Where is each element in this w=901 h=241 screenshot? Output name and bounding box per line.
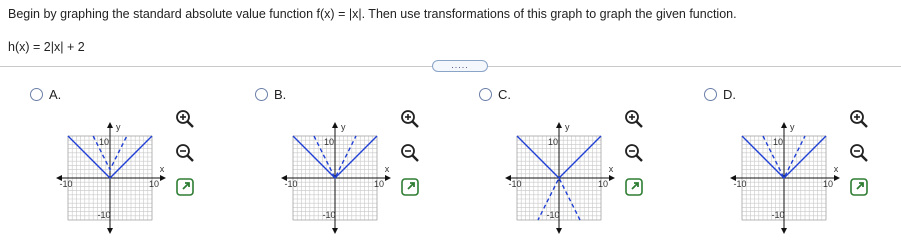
zoom-out-icon[interactable] bbox=[623, 142, 645, 164]
option-d bbox=[704, 86, 901, 241]
y-axis-name: y bbox=[790, 122, 795, 132]
x-tick-label-min: -10 bbox=[284, 179, 298, 189]
option-b-radio-row[interactable] bbox=[255, 86, 286, 102]
x-tick-label-min: -10 bbox=[508, 179, 522, 189]
x-axis-name: x bbox=[159, 164, 165, 174]
expand-toggle-button[interactable]: ..... bbox=[432, 60, 488, 72]
x-axis-name: x bbox=[384, 164, 390, 174]
x-axis-name: x bbox=[833, 164, 839, 174]
x-tick-label-max: 10 bbox=[597, 179, 609, 189]
x-tick-label-min: -10 bbox=[733, 179, 747, 189]
y-axis-arrow-up bbox=[556, 122, 562, 128]
y-axis-arrow-down bbox=[781, 228, 787, 234]
y-axis-arrow-down bbox=[107, 228, 113, 234]
y-tick-label-min: -10 bbox=[546, 210, 560, 220]
option-d-graph bbox=[720, 106, 850, 241]
zoom-out-icon[interactable] bbox=[399, 142, 421, 164]
option-a-radio-row[interactable] bbox=[30, 86, 61, 102]
expand-icon[interactable] bbox=[174, 176, 196, 198]
y-tick-label-min: -10 bbox=[771, 210, 785, 220]
y-tick-label-max: 10 bbox=[547, 137, 559, 147]
y-axis-arrow-up bbox=[107, 122, 113, 128]
given-function: h(x) = 2|x| + 2 bbox=[8, 40, 85, 54]
expand-icon[interactable] bbox=[623, 176, 645, 198]
option-c-radio-row[interactable] bbox=[479, 86, 511, 102]
zoom-out-icon[interactable] bbox=[174, 142, 196, 164]
option-c-radio[interactable] bbox=[479, 88, 492, 101]
y-axis-name: y bbox=[341, 122, 346, 132]
y-tick-label-min: -10 bbox=[97, 210, 111, 220]
y-tick-label-max: 10 bbox=[772, 137, 784, 147]
zoom-in-icon[interactable] bbox=[399, 108, 421, 130]
option-d-label: D. bbox=[723, 86, 736, 102]
y-axis-arrow-up bbox=[332, 122, 338, 128]
x-tick-label-max: 10 bbox=[373, 179, 385, 189]
option-a-graph bbox=[46, 106, 176, 241]
option-b-graph bbox=[271, 106, 401, 241]
expand-icon[interactable] bbox=[399, 176, 421, 198]
x-tick-label-max: 10 bbox=[148, 179, 160, 189]
option-b bbox=[255, 86, 475, 241]
option-a-label: A. bbox=[49, 86, 62, 102]
option-c-label: C. bbox=[498, 86, 511, 102]
x-axis-name: x bbox=[608, 164, 614, 174]
zoom-in-icon[interactable] bbox=[848, 108, 870, 130]
option-a-radio[interactable] bbox=[30, 88, 43, 101]
y-axis-arrow-down bbox=[332, 228, 338, 234]
x-axis-arrow-right bbox=[385, 175, 391, 181]
option-c-graph bbox=[495, 106, 625, 241]
y-axis-name: y bbox=[565, 122, 570, 132]
y-axis-arrow-down bbox=[556, 228, 562, 234]
option-d-radio-row[interactable] bbox=[704, 86, 736, 102]
y-tick-label-max: 10 bbox=[98, 137, 110, 147]
zoom-in-icon[interactable] bbox=[174, 108, 196, 130]
x-axis-arrow-right bbox=[609, 175, 615, 181]
zoom-out-icon[interactable] bbox=[848, 142, 870, 164]
y-axis-arrow-up bbox=[781, 122, 787, 128]
x-tick-label-max: 10 bbox=[822, 179, 834, 189]
option-b-radio[interactable] bbox=[255, 88, 268, 101]
x-axis-arrow-right bbox=[834, 175, 840, 181]
option-a bbox=[30, 86, 250, 241]
expand-icon[interactable] bbox=[848, 176, 870, 198]
x-axis-arrow-right bbox=[160, 175, 166, 181]
question-prompt: Begin by graphing the standard absolute value function f(x) = |x|. Then use transformations of this graph to graph the given function. bbox=[8, 7, 737, 21]
option-b-label: B. bbox=[274, 86, 287, 102]
option-d-radio[interactable] bbox=[704, 88, 717, 101]
y-axis-name: y bbox=[116, 122, 121, 132]
x-tick-label-min: -10 bbox=[59, 179, 73, 189]
zoom-in-icon[interactable] bbox=[623, 108, 645, 130]
option-c bbox=[479, 86, 699, 241]
y-tick-label-min: -10 bbox=[322, 210, 336, 220]
y-tick-label-max: 10 bbox=[323, 137, 335, 147]
